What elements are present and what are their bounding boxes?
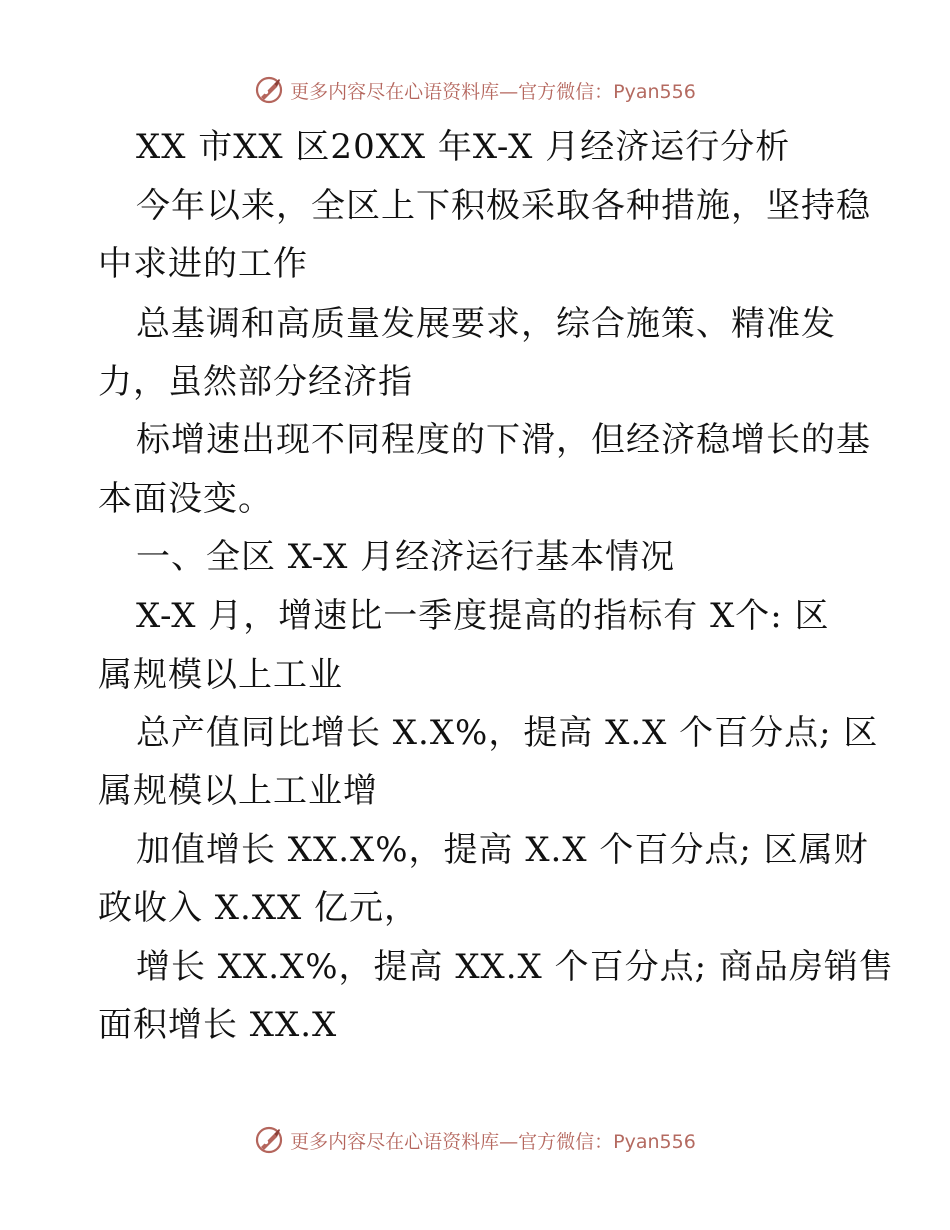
section-heading: 一、全区 X-X 月经济运行基本情况 bbox=[136, 537, 676, 577]
paragraph-line: 增长 XX.X%，提高 XX.X 个百分点; 商品房销售 bbox=[136, 947, 894, 987]
paragraph-line: 标增速出现不同程度的下滑，但经济稳增长的基 bbox=[136, 420, 871, 460]
paragraph-line: 属规模以上工业 bbox=[98, 655, 343, 695]
watermark-wechat-id: Pyan556 bbox=[613, 1130, 696, 1153]
watermark-label: 更多内容尽在心语资料库—官方微信： bbox=[290, 80, 614, 103]
paragraph-line: X-X 月，增速比一季度提高的指标有 X个: 区 bbox=[136, 596, 830, 636]
paragraph-line: 加值增长 XX.X%，提高 X.X 个百分点; 区属财 bbox=[136, 830, 869, 870]
watermark-label: 更多内容尽在心语资料库—官方微信： bbox=[290, 1130, 614, 1153]
header-watermark-banner bbox=[0, 70, 950, 110]
paragraph-line: 面积增长 XX.X bbox=[98, 1005, 338, 1045]
paragraph-line: 总基调和高质量发展要求，综合施策、精准发 bbox=[136, 304, 836, 344]
quill-pen-logo-icon bbox=[254, 1125, 284, 1155]
watermark-text bbox=[290, 77, 696, 104]
paragraph-line: 属规模以上工业增 bbox=[98, 771, 378, 811]
paragraph-line: 今年以来，全区上下积极采取各种措施，坚持稳 bbox=[136, 186, 871, 226]
paragraph-line: 力，虽然部分经济指 bbox=[98, 362, 413, 402]
watermark-text bbox=[290, 1127, 696, 1154]
paragraph-line: 政收入 X.XX 亿元， bbox=[98, 888, 420, 928]
paragraph-line: 本面没变。 bbox=[98, 479, 273, 519]
footer-watermark-banner bbox=[0, 1120, 950, 1160]
quill-pen-logo-icon bbox=[254, 75, 284, 105]
document-title: XX 市XX 区20XX 年X-X 月经济运行分析 bbox=[136, 127, 791, 167]
watermark-wechat-id: Pyan556 bbox=[613, 80, 696, 103]
paragraph-line: 中求进的工作 bbox=[98, 244, 308, 284]
paragraph-line: 总产值同比增长 X.X%，提高 X.X 个百分点; 区 bbox=[136, 713, 879, 753]
